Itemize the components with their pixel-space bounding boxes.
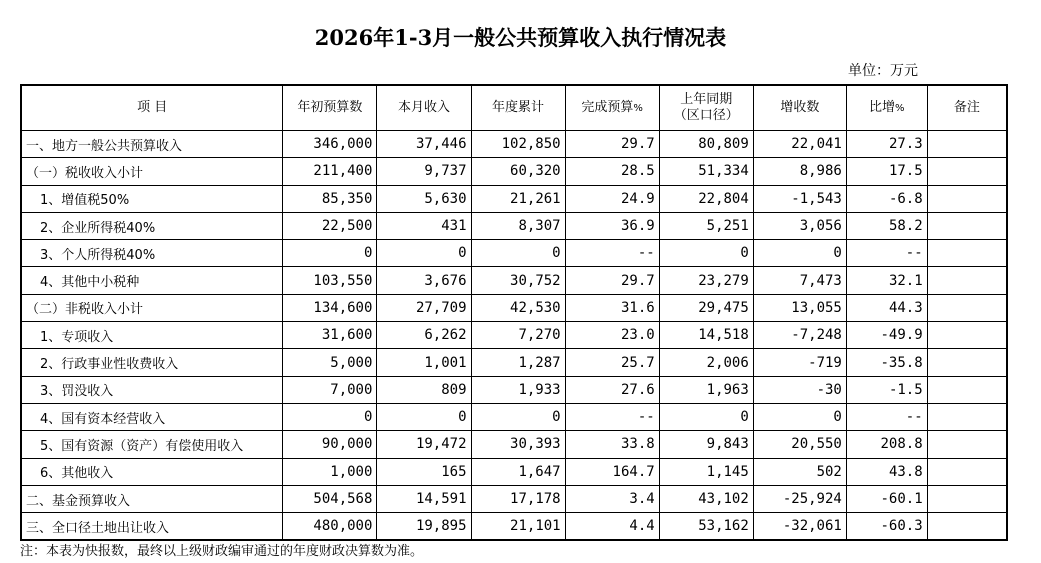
header-ratio <box>846 85 927 131</box>
cell-remark <box>927 294 1007 321</box>
header-last-year-line1: 上年同期 <box>680 92 733 107</box>
cell-budget: 90,000 <box>283 431 377 458</box>
cell-label: 3、个人所得税40% <box>21 240 283 267</box>
cell-ratio: 208.8 <box>846 431 927 458</box>
cell-ytd: 8,307 <box>471 212 565 239</box>
cell-label: 1、专项收入 <box>21 322 283 349</box>
header-ytd: 年度累计 <box>471 85 565 131</box>
cell-ratio: -35.8 <box>846 349 927 376</box>
cell-budget: 346,000 <box>283 131 377 158</box>
cell-remark <box>927 485 1007 512</box>
cell-increase: 0 <box>753 240 846 267</box>
cell-ratio: -1.5 <box>846 376 927 403</box>
cell-month: 19,472 <box>377 431 471 458</box>
cell-month: 3,676 <box>377 267 471 294</box>
cell-ytd: 17,178 <box>471 485 565 512</box>
cell-completion: 164.7 <box>565 458 659 485</box>
cell-increase: 13,055 <box>753 294 846 321</box>
cell-increase: 502 <box>753 458 846 485</box>
cell-completion: 33.8 <box>565 431 659 458</box>
cell-ratio: -- <box>846 403 927 430</box>
cell-budget: 5,000 <box>283 349 377 376</box>
cell-month: 0 <box>377 403 471 430</box>
page-title: 2026年1-3月一般公共预算收入执行情况表 <box>314 25 727 50</box>
cell-ratio: -- <box>846 240 927 267</box>
cell-remark <box>927 240 1007 267</box>
cell-budget: 1,000 <box>283 458 377 485</box>
cell-ratio: 17.5 <box>846 158 927 185</box>
cell-increase: 8,986 <box>753 158 846 185</box>
cell-label: 2、企业所得税40% <box>21 212 283 239</box>
cell-ratio: 32.1 <box>846 267 927 294</box>
cell-month: 5,630 <box>377 185 471 212</box>
cell-ytd: 30,752 <box>471 267 565 294</box>
cell-remark <box>927 376 1007 403</box>
cell-increase: 22,041 <box>753 131 846 158</box>
cell-month: 6,262 <box>377 322 471 349</box>
cell-increase: 7,473 <box>753 267 846 294</box>
cell-label: 一、地方一般公共预算收入 <box>21 131 283 158</box>
unit-label: 单位：万元 <box>848 63 918 79</box>
cell-label: 三、全口径土地出让收入 <box>21 513 283 541</box>
cell-last-year: 51,334 <box>659 158 753 185</box>
cell-ratio: 58.2 <box>846 212 927 239</box>
header-ratio-label: 比增 <box>868 99 895 115</box>
cell-increase: -30 <box>753 376 846 403</box>
cell-last-year: 0 <box>659 240 753 267</box>
cell-last-year: 22,804 <box>659 185 753 212</box>
cell-increase: -1,543 <box>753 185 846 212</box>
header-budget: 年初预算数 <box>283 85 377 131</box>
header-ratio-suffix: % <box>895 102 905 114</box>
cell-last-year: 80,809 <box>659 131 753 158</box>
table-row <box>21 458 1007 485</box>
cell-last-year: 23,279 <box>659 267 753 294</box>
cell-ytd: 30,393 <box>471 431 565 458</box>
cell-budget: 0 <box>283 240 377 267</box>
cell-month: 1,001 <box>377 349 471 376</box>
cell-budget: 103,550 <box>283 267 377 294</box>
header-remarks: 备注 <box>927 85 1007 131</box>
cell-ytd: 102,850 <box>471 131 565 158</box>
cell-remark <box>927 458 1007 485</box>
cell-remark <box>927 403 1007 430</box>
cell-budget: 7,000 <box>283 376 377 403</box>
table-row <box>21 131 1007 158</box>
cell-remark <box>927 185 1007 212</box>
cell-label: 3、罚没收入 <box>21 376 283 403</box>
cell-remark <box>927 322 1007 349</box>
header-month: 本月收入 <box>377 85 471 131</box>
cell-completion: 28.5 <box>565 158 659 185</box>
cell-completion: 4.4 <box>565 513 659 541</box>
cell-month: 9,737 <box>377 158 471 185</box>
table-row <box>21 513 1007 541</box>
cell-ytd: 0 <box>471 403 565 430</box>
cell-ratio: 27.3 <box>846 131 927 158</box>
cell-last-year: 1,963 <box>659 376 753 403</box>
cell-month: 431 <box>377 212 471 239</box>
cell-completion: 27.6 <box>565 376 659 403</box>
cell-completion: 24.9 <box>565 185 659 212</box>
cell-ytd: 21,261 <box>471 185 565 212</box>
cell-last-year: 5,251 <box>659 212 753 239</box>
table-row <box>21 267 1007 294</box>
cell-increase: -25,924 <box>753 485 846 512</box>
cell-completion: 3.4 <box>565 485 659 512</box>
cell-remark <box>927 212 1007 239</box>
revenue-table <box>20 84 1008 541</box>
cell-ytd: 42,530 <box>471 294 565 321</box>
cell-last-year: 9,843 <box>659 431 753 458</box>
cell-ratio: 44.3 <box>846 294 927 321</box>
cell-month: 0 <box>377 240 471 267</box>
cell-completion: -- <box>565 240 659 267</box>
table-row <box>21 485 1007 512</box>
cell-remark <box>927 431 1007 458</box>
cell-completion: 29.7 <box>565 131 659 158</box>
cell-completion: 23.0 <box>565 322 659 349</box>
cell-last-year: 1,145 <box>659 458 753 485</box>
cell-increase: 20,550 <box>753 431 846 458</box>
cell-ytd: 1,647 <box>471 458 565 485</box>
cell-last-year: 43,102 <box>659 485 753 512</box>
cell-ytd: 0 <box>471 240 565 267</box>
header-completion-suffix: % <box>633 102 643 114</box>
cell-ytd: 7,270 <box>471 322 565 349</box>
cell-increase: 0 <box>753 403 846 430</box>
cell-completion: -- <box>565 403 659 430</box>
header-completion-label: 完成预算 <box>581 99 634 115</box>
cell-month: 27,709 <box>377 294 471 321</box>
cell-label: 4、其他中小税种 <box>21 267 283 294</box>
cell-last-year: 14,518 <box>659 322 753 349</box>
cell-increase: -7,248 <box>753 322 846 349</box>
cell-ratio: 43.8 <box>846 458 927 485</box>
cell-label: 4、国有资本经营收入 <box>21 403 283 430</box>
cell-increase: -719 <box>753 349 846 376</box>
table-row <box>21 240 1007 267</box>
cell-label: （二）非税收入小计 <box>21 294 283 321</box>
cell-ratio: -60.1 <box>846 485 927 512</box>
table-row <box>21 185 1007 212</box>
cell-budget: 480,000 <box>283 513 377 541</box>
cell-last-year: 53,162 <box>659 513 753 541</box>
cell-budget: 504,568 <box>283 485 377 512</box>
cell-budget: 31,600 <box>283 322 377 349</box>
cell-budget: 85,350 <box>283 185 377 212</box>
cell-label: 5、国有资源（资产）有偿使用收入 <box>21 431 283 458</box>
cell-increase: 3,056 <box>753 212 846 239</box>
table-row <box>21 349 1007 376</box>
cell-budget: 134,600 <box>283 294 377 321</box>
header-completion <box>565 85 659 131</box>
table-row <box>21 322 1007 349</box>
cell-completion: 29.7 <box>565 267 659 294</box>
cell-last-year: 2,006 <box>659 349 753 376</box>
cell-budget: 0 <box>283 403 377 430</box>
table-row <box>21 212 1007 239</box>
cell-completion: 31.6 <box>565 294 659 321</box>
cell-remark <box>927 267 1007 294</box>
cell-month: 19,895 <box>377 513 471 541</box>
table-row <box>21 403 1007 430</box>
footnote: 注：本表为快报数，最终以上级财政编审通过的年度财政决算数为准。 <box>20 544 424 559</box>
cell-month: 809 <box>377 376 471 403</box>
cell-completion: 36.9 <box>565 212 659 239</box>
cell-label: （一）税收收入小计 <box>21 158 283 185</box>
cell-label: 6、其他收入 <box>21 458 283 485</box>
table-row <box>21 158 1007 185</box>
cell-ratio: -60.3 <box>846 513 927 541</box>
table-row <box>21 431 1007 458</box>
cell-increase: -32,061 <box>753 513 846 541</box>
header-last-year <box>659 85 753 131</box>
cell-ratio: -49.9 <box>846 322 927 349</box>
cell-month: 165 <box>377 458 471 485</box>
cell-label: 二、基金预算收入 <box>21 485 283 512</box>
cell-month: 37,446 <box>377 131 471 158</box>
cell-last-year: 0 <box>659 403 753 430</box>
header-increase: 增收数 <box>753 85 846 131</box>
cell-month: 14,591 <box>377 485 471 512</box>
cell-ratio: -6.8 <box>846 185 927 212</box>
cell-last-year: 29,475 <box>659 294 753 321</box>
cell-ytd: 1,933 <box>471 376 565 403</box>
cell-budget: 211,400 <box>283 158 377 185</box>
cell-remark <box>927 513 1007 541</box>
table-row <box>21 294 1007 321</box>
cell-remark <box>927 131 1007 158</box>
cell-label: 1、增值税50% <box>21 185 283 212</box>
header-item: 项 目 <box>21 85 283 131</box>
cell-ytd: 60,320 <box>471 158 565 185</box>
cell-label: 2、行政事业性收费收入 <box>21 349 283 376</box>
cell-ytd: 1,287 <box>471 349 565 376</box>
cell-remark <box>927 158 1007 185</box>
cell-completion: 25.7 <box>565 349 659 376</box>
cell-ytd: 21,101 <box>471 513 565 541</box>
header-last-year-line2: （区口径） <box>673 108 739 123</box>
cell-remark <box>927 349 1007 376</box>
table-header-row <box>21 85 1007 131</box>
table-row <box>21 376 1007 403</box>
cell-budget: 22,500 <box>283 212 377 239</box>
